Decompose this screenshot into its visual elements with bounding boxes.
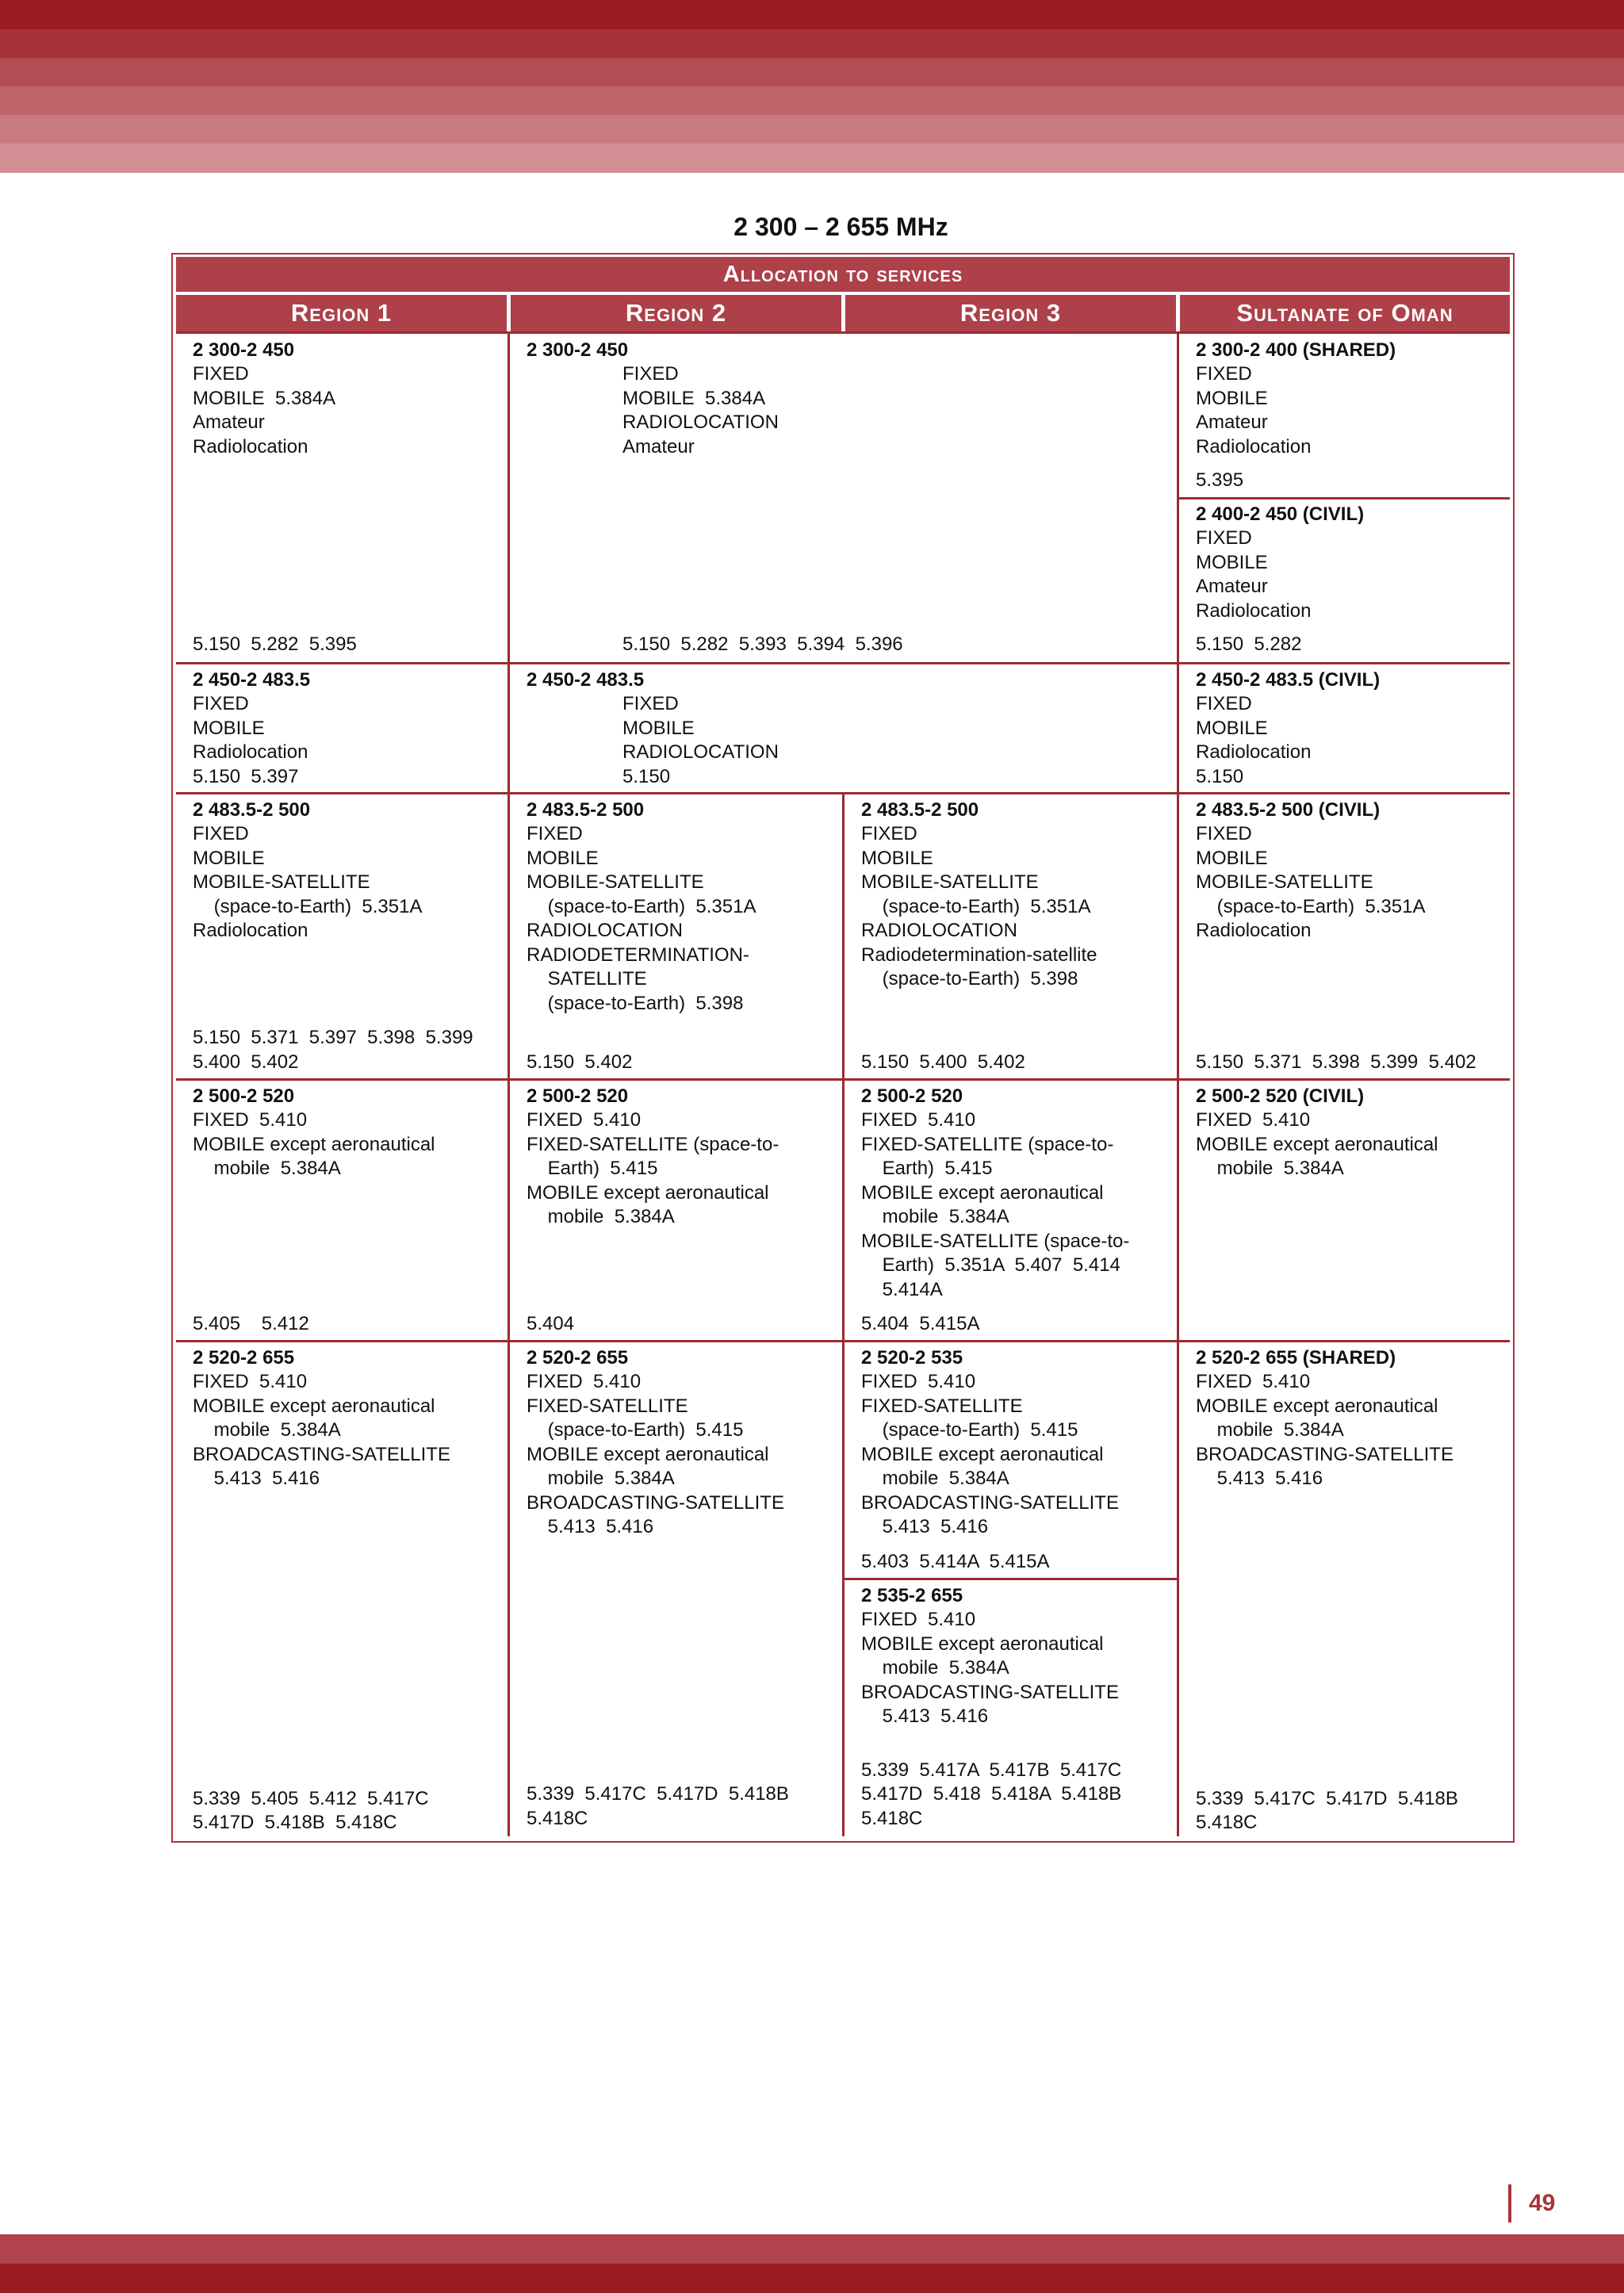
footnote-list: 5.339 5.405 5.412 5.417C bbox=[193, 1788, 429, 1809]
footnote-list: 5.150 bbox=[622, 766, 671, 787]
footnote-list: 5.150 5.402 bbox=[527, 1051, 633, 1073]
service-item: RADIOLOCATION bbox=[622, 741, 779, 763]
band-label: 2 535-2 655 bbox=[861, 1585, 963, 1606]
page-title: 2 300 – 2 655 MHz bbox=[733, 212, 948, 241]
footnote-list: 5.417D 5.418 5.418A 5.418B bbox=[861, 1783, 1122, 1805]
band-label: 2 500-2 520 (CIVIL) bbox=[1196, 1085, 1365, 1107]
service-item: FIXED-SATELLITE bbox=[527, 1395, 688, 1417]
service-item: MOBILE except aeronautical bbox=[861, 1182, 1104, 1204]
service-item: FIXED bbox=[622, 693, 679, 714]
service-item: (space-to-Earth) 5.398 bbox=[861, 968, 1078, 990]
service-item: FIXED-SATELLITE (space-to- bbox=[861, 1134, 1114, 1155]
service-item: Amateur bbox=[1196, 576, 1268, 597]
footnote-list: 5.150 5.371 5.398 5.399 5.402 bbox=[1196, 1051, 1477, 1073]
service-item: MOBILE except aeronautical bbox=[861, 1444, 1104, 1465]
service-item: (space-to-Earth) 5.351A bbox=[861, 896, 1091, 917]
grid-line bbox=[176, 662, 1510, 664]
service-item: FIXED-SATELLITE bbox=[861, 1395, 1023, 1417]
grid-line bbox=[508, 331, 510, 1836]
band-label: 2 483.5-2 500 bbox=[527, 799, 645, 821]
service-item: Radiolocation bbox=[1196, 741, 1312, 763]
service-item: MOBILE bbox=[622, 718, 695, 739]
service-item: MOBILE bbox=[861, 848, 933, 869]
service-item: FIXED 5.410 bbox=[193, 1109, 308, 1131]
service-item: FIXED bbox=[193, 363, 249, 385]
service-item: MOBILE except aeronautical bbox=[193, 1134, 435, 1155]
grid-line bbox=[1178, 497, 1510, 500]
service-item: BROADCASTING-SATELLITE bbox=[1196, 1444, 1454, 1465]
service-item: (space-to-Earth) 5.351A bbox=[527, 896, 756, 917]
band-label: 2 520-2 655 bbox=[193, 1347, 295, 1369]
footnote-list: 5.150 5.400 5.402 bbox=[861, 1051, 1025, 1073]
service-item: RADIODETERMINATION- bbox=[527, 944, 749, 966]
service-item: MOBILE bbox=[1196, 848, 1268, 869]
footnote-list: 5.418C bbox=[1196, 1812, 1258, 1833]
service-item: MOBILE except aeronautical bbox=[193, 1395, 435, 1417]
service-item: Earth) 5.415 bbox=[527, 1158, 658, 1179]
allocation-header: Allocation to services bbox=[176, 257, 1510, 292]
service-item: Amateur bbox=[622, 436, 695, 457]
header-decoration bbox=[0, 0, 1624, 173]
service-item: RADIOLOCATION bbox=[861, 920, 1017, 941]
service-item: (space-to-Earth) 5.351A bbox=[1196, 896, 1426, 917]
service-item: MOBILE bbox=[193, 718, 265, 739]
footnote-list: 5.404 bbox=[527, 1313, 575, 1334]
service-item: MOBILE 5.384A bbox=[193, 388, 336, 409]
service-item: MOBILE bbox=[1196, 388, 1268, 409]
service-item: mobile 5.384A bbox=[1196, 1419, 1344, 1441]
service-item: mobile 5.384A bbox=[527, 1468, 675, 1489]
footnote-list: 5.150 bbox=[1196, 766, 1244, 787]
service-item: Radiolocation bbox=[193, 741, 308, 763]
band-label: 2 483.5-2 500 bbox=[193, 799, 311, 821]
service-item: FIXED-SATELLITE (space-to- bbox=[527, 1134, 779, 1155]
column-header-oman: Sultanate of Oman bbox=[1180, 295, 1510, 331]
footnote-list: 5.150 5.371 5.397 5.398 5.399 bbox=[193, 1027, 473, 1048]
footnote-list: 5.150 5.282 5.393 5.394 5.396 bbox=[622, 634, 903, 655]
service-item: (space-to-Earth) 5.351A bbox=[193, 896, 423, 917]
service-item: (space-to-Earth) 5.415 bbox=[861, 1419, 1078, 1441]
footnote-list: 5.395 bbox=[1196, 469, 1244, 491]
service-item: FIXED bbox=[193, 823, 249, 844]
service-item: MOBILE 5.384A bbox=[622, 388, 766, 409]
service-item: FIXED bbox=[1196, 527, 1252, 549]
service-item: MOBILE-SATELLITE bbox=[861, 871, 1039, 893]
service-item: FIXED 5.410 bbox=[1196, 1109, 1311, 1131]
service-item: Radiodetermination-satellite bbox=[861, 944, 1097, 966]
service-item: BROADCASTING-SATELLITE bbox=[861, 1682, 1119, 1703]
service-item: MOBILE bbox=[193, 848, 265, 869]
service-item: Earth) 5.415 bbox=[861, 1158, 993, 1179]
service-item: MOBILE-SATELLITE bbox=[1196, 871, 1373, 893]
service-item: FIXED 5.410 bbox=[193, 1371, 308, 1392]
column-header-region1: Region 1 bbox=[176, 295, 507, 331]
service-item: 5.413 5.416 bbox=[861, 1705, 989, 1727]
service-item: FIXED 5.410 bbox=[861, 1371, 976, 1392]
service-item: BROADCASTING-SATELLITE bbox=[861, 1492, 1119, 1514]
grid-line bbox=[1177, 331, 1179, 1836]
service-item: mobile 5.384A bbox=[861, 1468, 1009, 1489]
service-item: FIXED 5.410 bbox=[861, 1609, 976, 1630]
service-item: SATELLITE bbox=[527, 968, 647, 990]
footnote-list: 5.339 5.417C 5.417D 5.418B bbox=[1196, 1788, 1458, 1809]
service-item: mobile 5.384A bbox=[861, 1657, 1009, 1679]
band-label: 2 500-2 520 bbox=[861, 1085, 963, 1107]
footnote-list: 5.404 5.415A bbox=[861, 1313, 980, 1334]
service-item: FIXED 5.410 bbox=[527, 1109, 642, 1131]
band-label: 2 400-2 450 (CIVIL) bbox=[1196, 503, 1365, 525]
band-label: 2 300-2 450 bbox=[527, 339, 629, 361]
service-item: FIXED bbox=[1196, 823, 1252, 844]
service-item: MOBILE-SATELLITE bbox=[193, 871, 370, 893]
service-item: mobile 5.384A bbox=[193, 1158, 341, 1179]
service-item: Radiolocation bbox=[193, 436, 308, 457]
service-item: MOBILE bbox=[1196, 718, 1268, 739]
service-item: FIXED 5.410 bbox=[527, 1371, 642, 1392]
footnote-list: 5.150 5.282 5.395 bbox=[193, 634, 357, 655]
footnote-list: 5.403 5.414A 5.415A bbox=[861, 1551, 1050, 1572]
service-item: RADIOLOCATION bbox=[527, 920, 683, 941]
service-item: MOBILE bbox=[1196, 552, 1268, 573]
band-label: 2 450-2 483.5 (CIVIL) bbox=[1196, 669, 1381, 691]
service-item: Radiolocation bbox=[1196, 436, 1312, 457]
band-label: 2 500-2 520 bbox=[193, 1085, 295, 1107]
service-item: Amateur bbox=[1196, 412, 1268, 433]
footer-decoration bbox=[0, 2234, 1624, 2293]
grid-line bbox=[842, 792, 845, 1836]
footnote-list: 5.418C bbox=[861, 1808, 923, 1829]
service-item: MOBILE except aeronautical bbox=[527, 1182, 769, 1204]
grid-line bbox=[844, 1578, 1178, 1580]
band-label: 2 520-2 655 bbox=[527, 1347, 629, 1369]
page-number-divider bbox=[1508, 2184, 1511, 2222]
service-item: FIXED 5.410 bbox=[1196, 1371, 1311, 1392]
service-item: MOBILE-SATELLITE (space-to- bbox=[861, 1231, 1130, 1252]
service-item: 5.413 5.416 bbox=[193, 1468, 320, 1489]
band-label: 2 450-2 483.5 bbox=[193, 669, 311, 691]
footnote-list: 5.150 5.282 bbox=[1196, 634, 1302, 655]
band-label: 2 483.5-2 500 bbox=[861, 799, 979, 821]
service-item: mobile 5.384A bbox=[861, 1206, 1009, 1227]
service-item: Radiolocation bbox=[1196, 920, 1312, 941]
band-label: 2 520-2 535 bbox=[861, 1347, 963, 1369]
service-item: mobile 5.384A bbox=[527, 1206, 675, 1227]
band-label: 2 450-2 483.5 bbox=[527, 669, 645, 691]
column-header-region3: Region 3 bbox=[845, 295, 1176, 331]
service-item: MOBILE except aeronautical bbox=[861, 1633, 1104, 1655]
grid-line bbox=[176, 331, 1510, 334]
service-item: FIXED bbox=[527, 823, 583, 844]
column-header-region2: Region 2 bbox=[511, 295, 841, 331]
service-item: FIXED bbox=[622, 363, 679, 385]
service-item: 5.414A bbox=[861, 1279, 943, 1300]
service-item: MOBILE except aeronautical bbox=[1196, 1395, 1438, 1417]
service-item: RADIOLOCATION bbox=[622, 412, 779, 433]
service-item: FIXED bbox=[193, 693, 249, 714]
service-item: MOBILE except aeronautical bbox=[527, 1444, 769, 1465]
footnote-list: 5.418C bbox=[527, 1808, 588, 1829]
service-item: Earth) 5.351A 5.407 5.414 bbox=[861, 1254, 1120, 1276]
band-label: 2 483.5-2 500 (CIVIL) bbox=[1196, 799, 1381, 821]
band-label: 2 520-2 655 (SHARED) bbox=[1196, 1347, 1396, 1369]
service-item: BROADCASTING-SATELLITE bbox=[527, 1492, 784, 1514]
footnote-list: 5.150 5.397 bbox=[193, 766, 299, 787]
footnote-list: 5.400 5.402 bbox=[193, 1051, 299, 1073]
service-item: (space-to-Earth) 5.415 bbox=[527, 1419, 744, 1441]
service-item: MOBILE except aeronautical bbox=[1196, 1134, 1438, 1155]
service-item: 5.413 5.416 bbox=[1196, 1468, 1323, 1489]
service-item: mobile 5.384A bbox=[1196, 1158, 1344, 1179]
footnote-list: 5.405 5.412 bbox=[193, 1313, 309, 1334]
service-item: FIXED bbox=[1196, 363, 1252, 385]
footnote-list: 5.339 5.417C 5.417D 5.418B bbox=[527, 1783, 789, 1805]
footnote-list: 5.417D 5.418B 5.418C bbox=[193, 1812, 397, 1833]
service-item: MOBILE-SATELLITE bbox=[527, 871, 704, 893]
service-item: BROADCASTING-SATELLITE bbox=[193, 1444, 450, 1465]
band-label: 2 500-2 520 bbox=[527, 1085, 629, 1107]
service-item: FIXED bbox=[1196, 693, 1252, 714]
service-item: FIXED 5.410 bbox=[861, 1109, 976, 1131]
service-item: MOBILE bbox=[527, 848, 599, 869]
band-label: 2 300-2 400 (SHARED) bbox=[1196, 339, 1396, 361]
service-item: Amateur bbox=[193, 412, 265, 433]
service-item: FIXED bbox=[861, 823, 917, 844]
footnote-list: 5.339 5.417A 5.417B 5.417C bbox=[861, 1759, 1122, 1781]
band-label: 2 300-2 450 bbox=[193, 339, 295, 361]
service-item: (space-to-Earth) 5.398 bbox=[527, 993, 744, 1014]
page-number: 49 bbox=[1529, 2190, 1556, 2216]
service-item: Radiolocation bbox=[193, 920, 308, 941]
service-item: 5.413 5.416 bbox=[861, 1516, 989, 1537]
service-item: 5.413 5.416 bbox=[527, 1516, 654, 1537]
service-item: Radiolocation bbox=[1196, 600, 1312, 622]
service-item: mobile 5.384A bbox=[193, 1419, 341, 1441]
